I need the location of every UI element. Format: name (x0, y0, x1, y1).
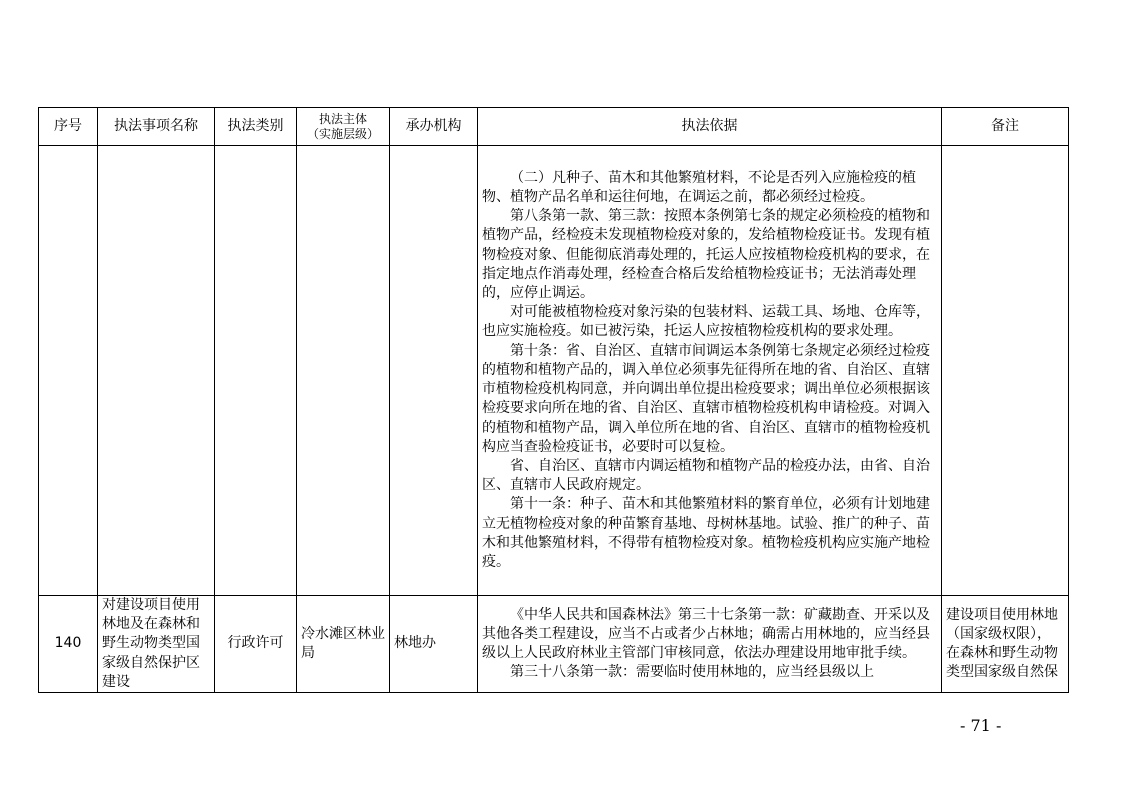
header-basis: 执法依据 (478, 108, 942, 146)
cell-seq: 140 (39, 596, 98, 693)
cell-basis (478, 146, 942, 596)
header-subject-line1: 执法主体 (318, 111, 367, 126)
page-number: - 71 - (960, 716, 1002, 735)
basis-paragraph: （二）凡种子、苗木和其他繁殖材料，不论是否列入应施检疫的植物、植物产品名单和运往何地，在调运之前，都必须经过检疫。 (482, 169, 916, 206)
cell-subject (297, 146, 390, 596)
cell-seq (39, 146, 98, 596)
table-row (39, 146, 1069, 596)
header-row (39, 108, 1069, 146)
header-subject-line2: （实施层级） (306, 126, 379, 141)
cell-item-name (98, 146, 215, 596)
basis-paragraph: 第三十八条第一款：需要临时使用林地的，应当经县级以上 (510, 664, 874, 681)
header-remark: 备注 (942, 108, 1069, 146)
cell-item-name: 对建设项目使用林地及在森林和野生动物类型国家级自然保护区建设 (98, 596, 215, 693)
enforcement-table (38, 107, 1069, 693)
header-category: 执法类别 (215, 108, 297, 146)
basis-paragraph: 第十条：省、自治区、直辖市间调运本条例第七条规定必须经过检疫的植物和植物产品的，调入单位必须事先征得所在地的省、自治区、直辖市植物检疫机构同意，并向调出单位提出检疫要求；调出单位必须根据该检疫要求向所在地的省、自治区、直辖市植物检疫机构申请检疫。对调入的植物和植物产品，调入单位所在地的省、自治区、直辖市的植物检疫机构应当查验检疫证书，必要时可以复检。 (482, 342, 930, 455)
cell-category: 行政许可 (215, 596, 297, 693)
basis-paragraph: 省、自治区、直辖市内调运植物和植物产品的检疫办法，由省、自治区、直辖市人民政府规定。 (482, 457, 930, 494)
cell-org (390, 146, 478, 596)
header-seq: 序号 (39, 108, 98, 146)
table-row (39, 596, 1069, 693)
basis-paragraph: 对可能被植物检疫对象污染的包装材料、运载工具、场地、仓库等，也应实施检疫。如已被污染，托运人应按植物检疫机构的要求处理。 (482, 304, 930, 340)
basis-paragraph: 第十一条：种子、苗木和其他繁殖材料的繁育单位，必须有计划地建立无植物检疫对象的种苗繁育基地、母树林基地。试验、推广的种子、苗木和其他繁殖材料，不得带有植物检疫对象。植物检疫机构应实施产地检疫。 (482, 496, 930, 570)
cell-remark: 建设项目使用林地（国家级权限），在森林和野生动物类型国家级自然保 (942, 596, 1069, 693)
cell-org: 林地办 (390, 596, 478, 693)
basis-paragraph: 第八条第一款、第三款：按照本条例第七条的规定必须检疫的植物和植物产品，经检疫未发现植物检疫对象的，发给植物检疫证书。发现有植物检疫对象、但能彻底消毒处理的，托运人应按植物检疫机构的要求，在指定地点作消毒处理，经检查合格后发给植物检疫证书；无法消毒处理的，应停止调运。 (482, 208, 930, 302)
cell-remark (942, 146, 1069, 596)
basis-paragraph: 《中华人民共和国森林法》第三十七条第一款：矿藏勘查、开采以及其他各类工程建设，应当不占或者少占林地；确需占用林地的，应当经县级以上人民政府林业主管部门审核同意，依法办理建设用地审批手续。 (482, 606, 930, 661)
cell-subject: 冷水滩区林业局 (297, 596, 390, 693)
cell-basis (478, 596, 942, 693)
header-item-name: 执法事项名称 (98, 108, 215, 146)
header-org: 承办机构 (390, 108, 478, 146)
header-subject (297, 108, 390, 146)
cell-category (215, 146, 297, 596)
